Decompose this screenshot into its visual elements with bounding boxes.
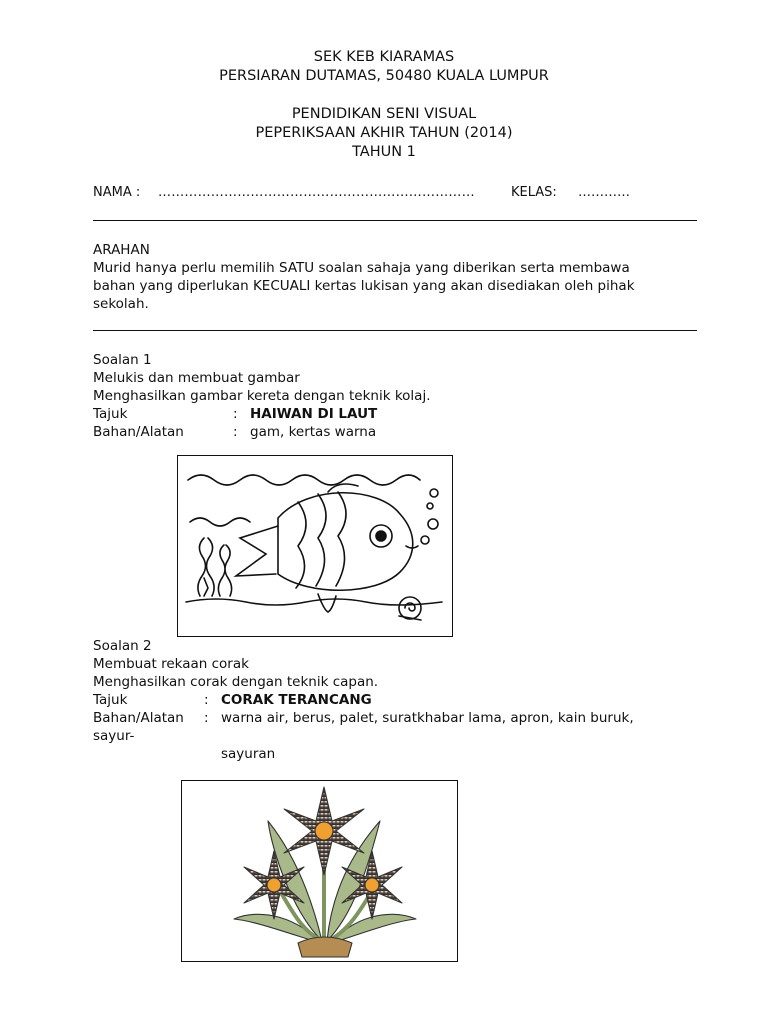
question-1-bahan-row — [93, 423, 693, 441]
tajuk-value: CORAK TERANCANG — [221, 692, 372, 708]
question-1-line-2: Menghasilkan gambar kereta dengan teknik kolaj. — [93, 388, 431, 404]
instructions-section — [93, 241, 693, 313]
name-label: NAMA : — [93, 185, 141, 200]
divider-bottom — [93, 330, 697, 331]
class-label: KELAS: — [511, 185, 557, 200]
question-1-tajuk-row — [93, 405, 693, 423]
school-name: SEK KEB KIARAMAS — [313, 49, 455, 65]
tajuk-value: HAIWAN DI LAUT — [250, 406, 378, 422]
bahan-value: warna air, berus, palet, suratkhabar lama, apron, kain buruk, — [221, 710, 634, 726]
question-2-bahan-cont-1 — [93, 727, 693, 745]
question-2-bahan-cont-2 — [93, 745, 693, 763]
bahan-value: gam, kertas warna — [250, 424, 377, 440]
question-2 — [93, 637, 693, 763]
question-2-tajuk-row — [93, 691, 693, 709]
subject-title: PENDIDIKAN SENI VISUAL — [291, 106, 477, 122]
class-field[interactable]: ………… — [578, 185, 630, 200]
bahan-continuation: sayur- — [93, 728, 135, 744]
question-2-title: Soalan 2 — [93, 638, 152, 654]
bahan-label: Bahan/Alatan — [93, 710, 184, 726]
school-address: PERSIARAN DUTAMAS, 50480 KUALA LUMPUR — [219, 68, 549, 84]
instructions-line-1: Murid hanya perlu memilih SATU soalan sahaja yang diberikan serta membawa — [93, 260, 630, 276]
tajuk-label: Tajuk — [93, 692, 128, 708]
question-2-line-1: Membuat rekaan corak — [93, 656, 249, 672]
year-title: TAHUN 1 — [352, 144, 416, 160]
bahan-colon: : — [233, 424, 238, 440]
question-1 — [93, 351, 693, 441]
instructions-line-2: bahan yang diperlukan KECUALI kertas lukisan yang akan disediakan oleh pihak — [93, 278, 635, 294]
tajuk-colon: : — [204, 692, 209, 708]
question-1-title: Soalan 1 — [93, 352, 152, 368]
question-2-bahan-row — [93, 709, 693, 727]
name-field[interactable]: ……………………………………………………………… — [158, 185, 475, 200]
flower-image — [181, 780, 458, 962]
question-2-line-2: Menghasilkan corak dengan teknik capan. — [93, 674, 379, 690]
exam-title: PEPERIKSAAN AKHIR TAHUN (2014) — [255, 125, 513, 141]
instructions-title: ARAHAN — [93, 242, 150, 258]
tajuk-colon: : — [233, 406, 238, 422]
instructions-line-3: sekolah. — [93, 296, 149, 312]
tajuk-label: Tajuk — [93, 406, 128, 422]
question-1-line-1: Melukis dan membuat gambar — [93, 370, 300, 386]
document-header — [0, 48, 768, 162]
bahan-label: Bahan/Alatan — [93, 424, 184, 440]
bahan-colon: : — [204, 710, 209, 726]
bahan-continuation: sayuran — [221, 746, 276, 762]
fish-image — [177, 455, 453, 637]
divider-top — [93, 220, 697, 221]
